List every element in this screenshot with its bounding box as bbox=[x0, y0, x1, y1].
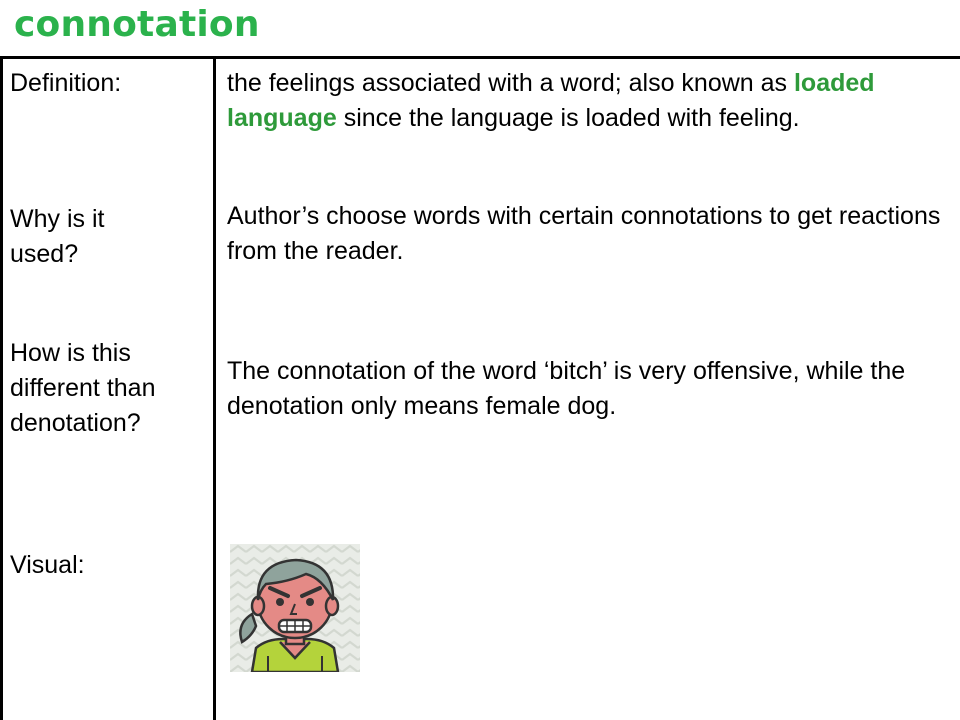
column-divider bbox=[213, 56, 216, 720]
page-title: connotation bbox=[14, 4, 260, 45]
definition-text-before: the feelings associated with a word; also known as bbox=[227, 69, 794, 97]
definition-text bbox=[227, 66, 952, 136]
why-text: Author’s choose words with certain connotations to get reactions from the reader. bbox=[227, 202, 941, 265]
how-label: How is this different than denotation? bbox=[10, 339, 156, 437]
angry-woman-illustration bbox=[230, 544, 360, 672]
visual-label: Visual: bbox=[10, 551, 85, 579]
how-text: The connotation of the word ‘bitch’ is very offensive, while the denotation only means female dog. bbox=[227, 357, 906, 420]
definition-label: Definition: bbox=[10, 69, 122, 97]
why-label: Why is it used? bbox=[10, 205, 105, 268]
definition-text-after: since the language is loaded with feeling. bbox=[336, 104, 800, 132]
loaded-language-highlight: loaded language bbox=[227, 69, 875, 132]
